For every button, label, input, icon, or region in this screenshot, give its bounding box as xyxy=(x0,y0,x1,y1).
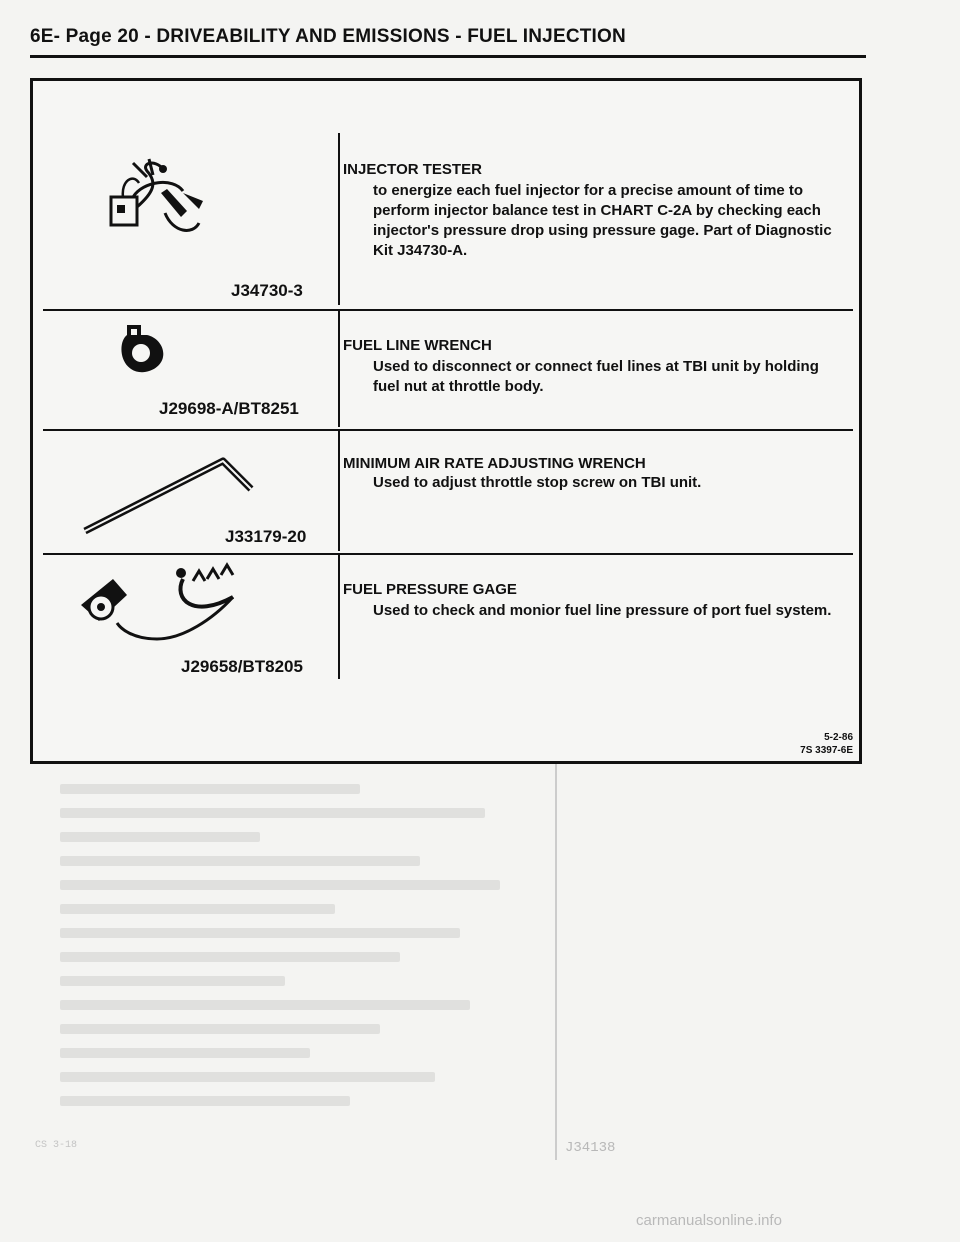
row-divider xyxy=(43,309,853,311)
column-divider xyxy=(338,311,340,427)
watermark: carmanualsonline.info xyxy=(636,1212,782,1229)
reference-code: 7S 3397-6E xyxy=(800,745,853,756)
column-divider xyxy=(338,133,340,305)
tool-title: MINIMUM AIR RATE ADJUSTING WRENCH xyxy=(343,455,646,472)
reference-date: 5-2-86 xyxy=(824,732,853,743)
column-divider xyxy=(338,555,340,679)
tool-description: to energize each fuel injector for a precise amount of time to perform injector balance test in CHART C-2A by checking each injector's pressure drop using pressure gage. Part of Diagnostic Kit J34730-A. xyxy=(373,182,832,259)
bleed-through-column xyxy=(555,760,557,1160)
injector-tester-icon xyxy=(103,153,223,253)
part-number: J34730-3 xyxy=(231,281,303,300)
part-number: J29698-A/BT8251 xyxy=(159,399,299,418)
bleed-through-part-number: J34138 xyxy=(565,1140,616,1156)
column-divider xyxy=(338,431,340,551)
bleed-through-text xyxy=(60,770,560,1190)
part-number: J33179-20 xyxy=(225,527,307,546)
tool-table-frame xyxy=(30,78,862,764)
tool-title: INJECTOR TESTER xyxy=(343,161,482,178)
tool-description: Used to disconnect or connect fuel lines at TBI unit by holding fuel nut at throttle body. xyxy=(373,358,819,395)
part-number: J29658/BT8205 xyxy=(181,657,303,676)
figure-reference xyxy=(800,731,853,757)
tool-description: Used to adjust throttle stop screw on TBI unit. xyxy=(373,474,702,491)
header-rule xyxy=(30,55,866,58)
row-divider xyxy=(43,429,853,431)
pressure-gage-icon xyxy=(73,559,273,649)
fuel-line-wrench-icon xyxy=(111,321,181,381)
tool-description: Used to check and monior fuel line pressure of port fuel system. xyxy=(373,602,832,619)
page-header: 6E- Page 20 - DRIVEABILITY AND EMISSIONS - FUEL INJECTION xyxy=(30,26,626,47)
row-divider xyxy=(43,553,853,555)
tool-title: FUEL LINE WRENCH xyxy=(343,337,492,354)
bleed-through-code: CS 3-18 xyxy=(35,1140,78,1151)
tool-title: FUEL PRESSURE GAGE xyxy=(343,581,517,598)
